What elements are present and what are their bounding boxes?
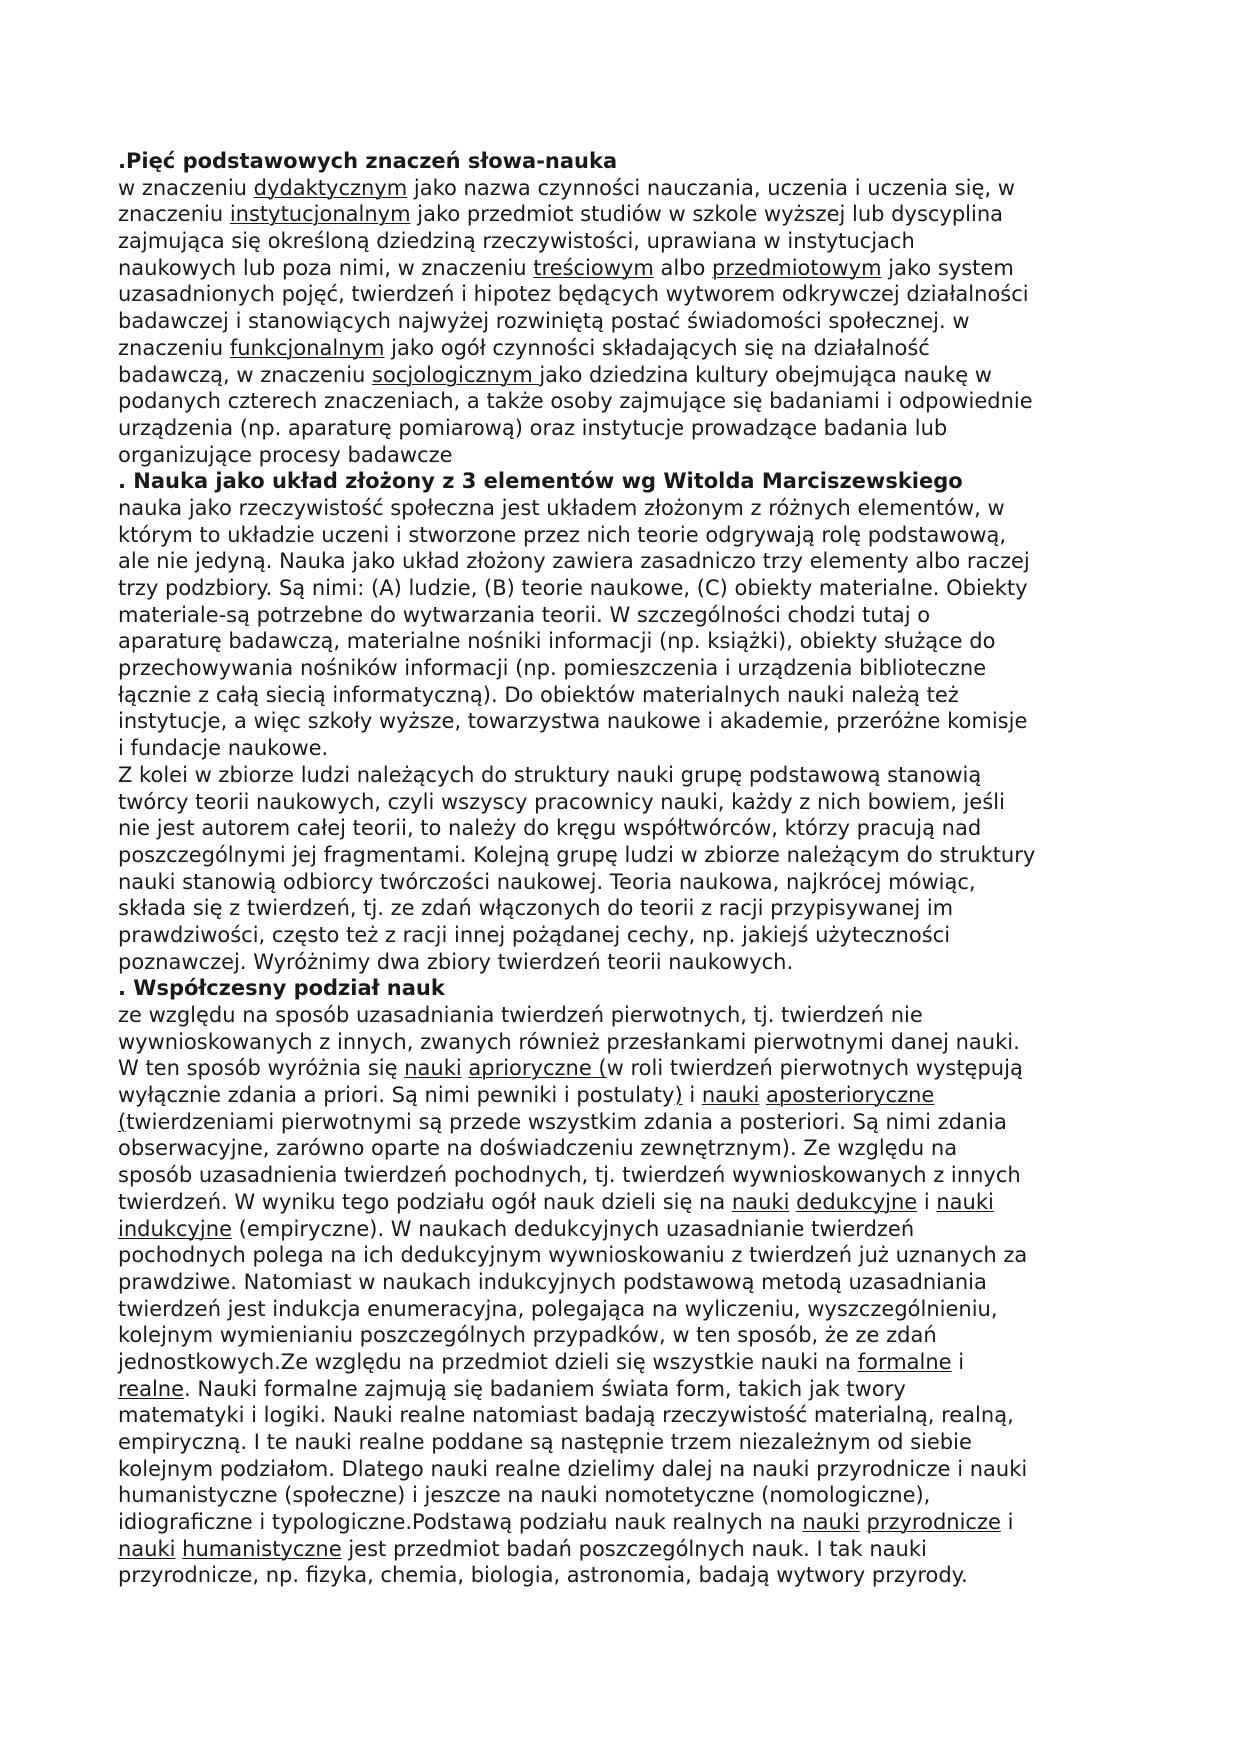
text-run: podanych czterech znaczeniach, a także osoby zajmujące się badaniami i odpowiednie xyxy=(118,389,1033,414)
text-run: prawdziwe. Natomiast w naukach indukcyjnych podstawową metodą uzasadniania xyxy=(118,1269,987,1294)
text-run: wywnioskowanych z innych, zwanych również przesłankami pierwotnymi danej nauki. xyxy=(118,1029,1020,1054)
text-line xyxy=(118,1456,1130,1483)
text-run: w roli twierdzeń pierwotnych występują xyxy=(606,1056,1023,1081)
text-line xyxy=(118,628,1130,655)
text-run: zajmująca się określoną dziedziną rzeczywistości, uprawiana w instytucjach xyxy=(118,229,915,254)
text-line xyxy=(118,1269,1130,1296)
underlined-term: ( xyxy=(118,1109,127,1134)
text-line xyxy=(118,1322,1130,1349)
text-run: trzy podzbiory. Są nimi: (A) ludzie, (B) teorie naukowe, (C) obiekty materialne. Obiekty xyxy=(118,576,1028,600)
text-line xyxy=(118,495,1130,522)
text-line xyxy=(118,655,1130,682)
text-line xyxy=(118,362,1130,389)
text-run: twierdzeniami pierwotnymi są przede wszystkim zdania a posteriori. Są nimi zdania xyxy=(126,1109,1007,1134)
underlined-term: ) xyxy=(674,1083,683,1108)
text-line xyxy=(118,762,1130,789)
text-line xyxy=(118,388,1130,415)
text-run: którym to układzie uczeni i stworzone przez nich teorie odgrywają rolę podstawową, xyxy=(118,522,1007,547)
text-run: poznawczej. Wyróżnimy dwa zbiory twierdzeń teorii naukowych. xyxy=(118,949,794,974)
text-run: i xyxy=(682,1083,702,1108)
text-line xyxy=(118,895,1130,922)
text-run: prawdziwości, często też z racji innej pożądanej cechy, np. jakiejś użyteczności xyxy=(118,922,951,947)
text-line xyxy=(118,1082,1130,1109)
text-line xyxy=(118,1189,1130,1216)
text-run: poszczególnymi jej fragmentami. Kolejną grupę ludzi w zbiorze należącym do struktury xyxy=(118,842,1036,867)
text-run: Z kolei w zbiorze ludzi należących do struktury nauki grupę podstawową stanowią xyxy=(118,762,982,787)
text-run: instytucje, a więc szkoły wyższe, towarzystwa naukowe i akademie, przeróżne komisje xyxy=(118,709,1028,734)
underlined-term: formalne xyxy=(857,1349,952,1374)
text-run: humanistyczne (społeczne) i jeszcze na nauki nomotetyczne (nomologiczne), xyxy=(118,1483,931,1508)
underlined-term: instytucjonalnym xyxy=(229,202,411,227)
underlined-term: przedmiotowym xyxy=(712,255,882,280)
section-heading: . Współczesny podział nauk xyxy=(118,976,445,1001)
underlined-term: socjologicznym xyxy=(372,362,540,387)
text-run: jako system xyxy=(881,255,1014,280)
text-run: jest przedmiot badań poszczególnych nauk. I tak nauki xyxy=(341,1536,927,1561)
text-run: jako dziedzina kultury obejmująca naukę w xyxy=(539,362,992,387)
text-run: sposób uzasadnienia twierdzeń pochodnych, tj. twierdzeń wywnioskowanych z innych xyxy=(118,1163,1021,1188)
underlined-term: aprioryczne ( xyxy=(468,1056,607,1081)
text-line xyxy=(118,201,1130,228)
text-line xyxy=(118,949,1130,976)
underlined-term: nauki xyxy=(404,1056,462,1081)
text-line xyxy=(118,415,1130,442)
text-run: albo xyxy=(653,255,713,280)
underlined-term: dydaktycznym xyxy=(253,175,408,200)
text-line xyxy=(118,815,1130,842)
text-run xyxy=(860,1510,867,1534)
text-run: jako ogół czynności składających się na działalność xyxy=(384,335,930,360)
text-line xyxy=(118,1349,1130,1376)
text-run: jednostkowych.Ze względu na przedmiot dzieli się wszystkie nauki na xyxy=(118,1349,858,1374)
text-line xyxy=(118,1402,1130,1429)
text-line xyxy=(118,682,1130,709)
text-run: materiale-są potrzebne do wytwarzania teorii. W szczególności chodzi tutaj o xyxy=(118,602,931,627)
section-heading: .Pięć podstawowych znaczeń słowa-nauka xyxy=(118,149,618,173)
text-run: twierdzeń. W wyniku tego podziału ogół nauk dzieli się na xyxy=(118,1189,732,1214)
text-run: . Nauki formalne zajmują się badaniem świata form, takich jak twory xyxy=(184,1376,906,1401)
text-run: urządzenia (np. aparaturę pomiarową) oraz instytucje prowadzące badania lub xyxy=(118,415,948,440)
text-line xyxy=(118,522,1130,549)
text-line xyxy=(118,442,1130,469)
underlined-term: dedukcyjne xyxy=(796,1189,918,1214)
text-line xyxy=(118,922,1130,949)
underlined-term: funkcjonalnym xyxy=(229,335,385,360)
text-run: i xyxy=(1000,1510,1014,1535)
text-line xyxy=(118,1376,1130,1403)
underlined-term: aposterioryczne xyxy=(766,1083,935,1108)
text-run: przyrodnicze, np. fizyka, chemia, biologia, astronomia, badają wytwory przyrody. xyxy=(118,1563,968,1588)
text-line xyxy=(118,1242,1130,1269)
text-line xyxy=(118,228,1130,255)
text-line xyxy=(118,708,1130,735)
text-line xyxy=(118,1216,1130,1243)
text-line xyxy=(118,1536,1130,1563)
text-run: jako nazwa czynności nauczania, uczenia i uczenia się, w xyxy=(407,175,1015,200)
text-line xyxy=(118,789,1130,816)
text-run: składa się z twierdzeń, tj. ze zdań włączonych do teorii z racji przypisywanej im xyxy=(118,896,954,921)
text-line xyxy=(118,548,1130,575)
text-line xyxy=(118,1482,1130,1509)
text-run: wyłącznie zdania a priori. Są nimi pewniki i postulaty xyxy=(118,1083,675,1108)
text-run: jako przedmiot studiów w szkole wyższej lub dyscyplina xyxy=(410,202,1004,227)
text-line xyxy=(118,1509,1130,1536)
text-run: kolejnym podziałom. Dlatego nauki realne dzielimy dalej na nauki przyrodnicze i nauki xyxy=(118,1456,1028,1481)
text-run: i xyxy=(917,1189,937,1214)
text-line xyxy=(118,1135,1130,1162)
underlined-term: przyrodnicze xyxy=(866,1510,1001,1535)
underlined-term: nauki xyxy=(701,1083,760,1108)
section-heading: . Nauka jako układ złożony z 3 elementów wg Witolda Marciszewskiego xyxy=(118,469,963,494)
text-run: przechowywania nośników informacji (np. pomieszczenia i urządzenia biblioteczne xyxy=(118,656,987,681)
text-line xyxy=(118,575,1130,602)
text-line xyxy=(118,255,1130,282)
text-line xyxy=(118,842,1130,869)
text-run: ze względu na sposób uzasadniania twierdzeń pierwotnych, tj. twierdzeń nie xyxy=(118,1003,923,1027)
text-run: znaczeniu xyxy=(118,202,230,227)
text-run: łącznie z całą siecią informatyczną). Do obiektów materialnych nauki należą też xyxy=(118,682,959,707)
underlined-term: nauki xyxy=(731,1189,790,1214)
text-run: aparaturę badawczą, materialne nośniki informacji (np. książki), obiekty służące do xyxy=(118,629,996,654)
text-run: pochodnych polega na ich dedukcyjnym wywnioskowaniu z twierdzeń już uznanych za xyxy=(118,1243,1028,1268)
text-run: matematyki i logiki. Nauki realne natomiast badają rzeczywistość materialną, realną, xyxy=(118,1403,1014,1428)
text-run: naukowych lub poza nimi, w znaczeniu xyxy=(118,255,534,280)
text-run: obserwacyjne, zarówno oparte na doświadczeniu zewnętrznym). Ze względu na xyxy=(118,1136,958,1161)
text-line xyxy=(118,602,1130,629)
text-run: w znaczeniu xyxy=(118,175,254,200)
text-run: nauki stanowią odbiorcy twórczości naukowej. Teoria naukowa, najkrócej mówiąc, xyxy=(118,869,976,894)
text-run: organizujące procesy badawcze xyxy=(118,442,453,467)
text-run: W ten sposób wyróżnia się xyxy=(118,1056,405,1081)
text-run: i fundacje naukowe. xyxy=(118,736,329,761)
text-run: uzasadnionych pojęć, twierdzeń i hipotez będących wytworem odkrywczej działalności xyxy=(118,282,1029,307)
text-run: badawczej i stanowiących najwyżej rozwiniętą postać świadomości społecznej. w xyxy=(118,309,970,334)
text-run: twierdzeń jest indukcja enumeracyjna, polegająca na wyliczeniu, wyszczególnieniu, xyxy=(118,1296,998,1321)
text-line xyxy=(118,1162,1130,1189)
text-line xyxy=(118,335,1130,362)
text-line xyxy=(118,1296,1130,1323)
text-run: znaczeniu xyxy=(118,335,230,360)
text-line xyxy=(118,1002,1130,1029)
text-run: idiograficzne i typologiczne.Podstawą podziału nauk realnych na xyxy=(118,1510,803,1535)
text-line xyxy=(118,735,1130,762)
text-line xyxy=(118,1562,1130,1589)
underlined-term: humanistyczne xyxy=(182,1536,342,1561)
text-run: ale nie jedyną. Nauka jako układ złożony zawiera zasadniczo trzy elementy albo raczej xyxy=(118,549,1030,574)
text-run: empiryczną. I te nauki realne poddane są następnie trzem niezależnym od siebie xyxy=(118,1430,972,1454)
underlined-term: nauki xyxy=(936,1189,994,1214)
text-run: twórcy teorii naukowych, czyli wszyscy pracownicy nauki, każdy z nich bowiem, jeśli xyxy=(118,789,1005,814)
text-run: nie jest autorem całej teorii, to należy do kręgu współtwórców, którzy pracują nad xyxy=(118,816,982,841)
text-run: badawczą, w znaczeniu xyxy=(118,362,373,387)
text-run: i xyxy=(951,1349,965,1374)
underlined-term: nauki xyxy=(802,1510,860,1535)
underlined-term: indukcyjne xyxy=(118,1216,232,1241)
text-run xyxy=(759,1083,766,1107)
document-page xyxy=(118,148,1130,1589)
underlined-term: nauki xyxy=(118,1536,176,1561)
text-line xyxy=(118,175,1130,202)
text-line xyxy=(118,1109,1130,1136)
text-run: nauka jako rzeczywistość społeczna jest układem złożonym z różnych elementów, w xyxy=(118,495,1005,520)
underlined-term: realne xyxy=(118,1376,185,1401)
text-line xyxy=(118,1429,1130,1456)
text-line xyxy=(118,308,1130,335)
text-line xyxy=(118,281,1130,308)
text-line xyxy=(118,1029,1130,1056)
underlined-term: treściowym xyxy=(533,255,654,280)
text-run: kolejnym wymienianiu poszczególnych przypadków, w ten sposób, że ze zdań xyxy=(118,1323,937,1348)
text-line xyxy=(118,1055,1130,1082)
text-run: (empiryczne). W naukach dedukcyjnych uzasadnianie twierdzeń xyxy=(231,1216,915,1241)
text-line xyxy=(118,869,1130,896)
